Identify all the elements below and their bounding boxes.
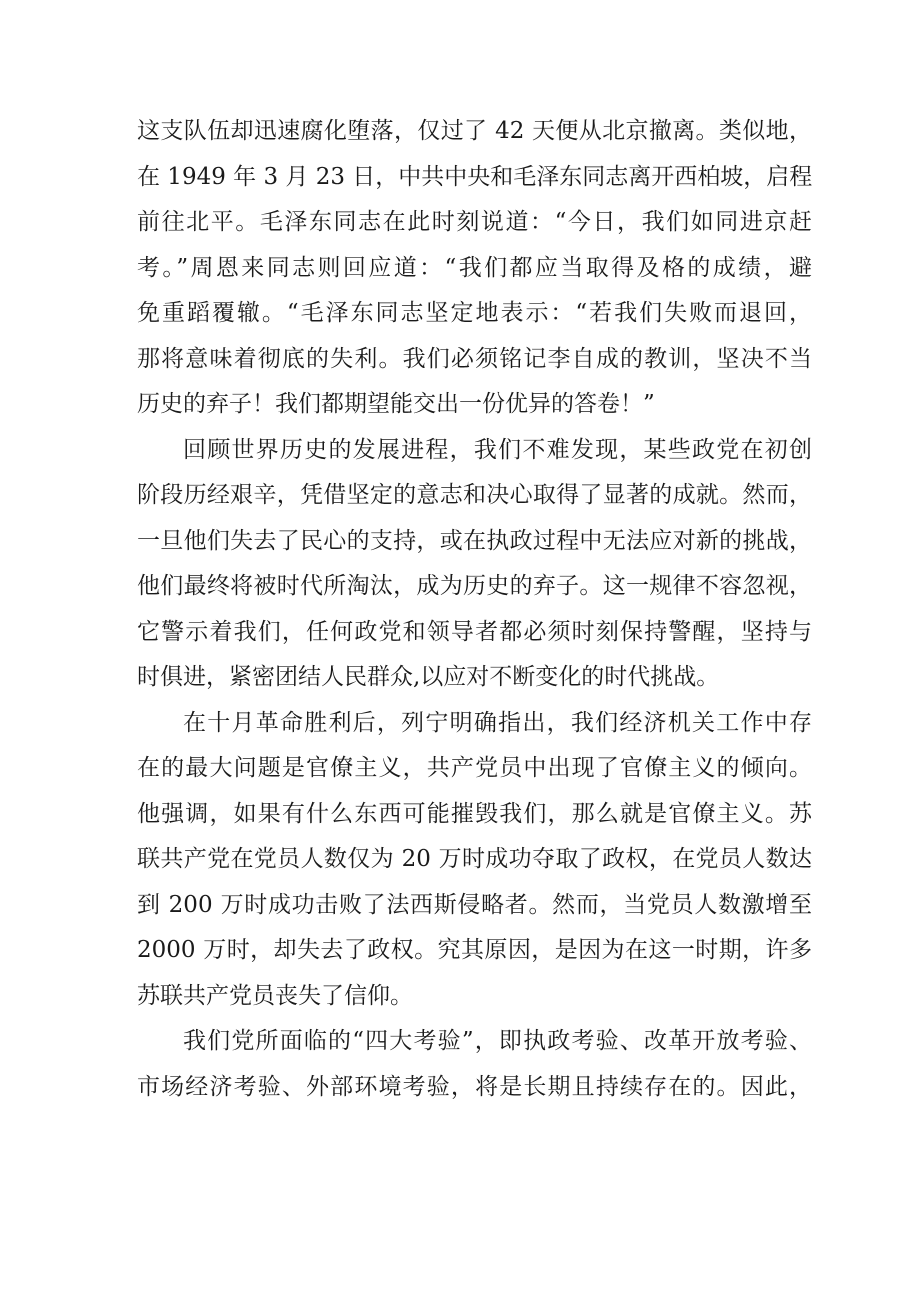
text-line: 阶段历经艰辛，凭借坚定的意志和决心取得了显著的成就。然而， [137,482,812,508]
text-line: 历史的弃子！我们都期望能交出一份优异的答卷！” [137,391,655,417]
text-line: 到 200 万时成功击败了法西斯侵略者。然而，当党员人数激增至 [137,891,812,918]
text-line: 我们党所面临的“四大考验”，即执政考验、改革开放考验、 [183,1028,812,1054]
text-line: 考。”周恩来同志则回应道：“我们都应当取得及格的成绩，避 [137,254,812,281]
paragraph-2 [137,428,812,701]
text-line: 在的最大问题是官僚主义，共产党员中出现了官僚主义的倾向。 [137,755,812,781]
text-line: 前往北平。毛泽东同志在此时刻说道：“今日，我们如同进京赶 [137,209,812,235]
paragraph-4 [137,1019,812,1110]
text-line: 它警示着我们，任何政党和领导者都必须时刻保持警醒，坚持与 [137,618,812,645]
paragraph-1 [137,109,812,428]
text-line: 免重蹈覆辙。“毛泽东同志坚定地表示：“若我们失败而退回， [137,300,812,326]
text-line: 回顾世界历史的发展进程，我们不难发现，某些政党在初创 [183,436,812,463]
document-body [137,109,812,1110]
text-line: 那将意味着彻底的失利。我们必须铭记李自成的教训，坚决不当 [137,345,812,372]
text-line: 他们最终将被时代所淘汰，成为历史的弃子。这一规律不容忽视， [137,573,812,599]
text-line: 在十月革命胜利后，列宁明确指出，我们经济机关工作中存 [183,709,812,736]
text-line: 时俱进，紧密团结人民群众,以应对不断变化的时代挑战。 [137,664,720,690]
text-line: 联共产党在党员人数仅为 20 万时成功夺取了政权，在党员人数达 [137,846,812,872]
paragraph-3 [137,701,812,1020]
text-line: 在 1949 年 3 月 23 日，中共中央和毛泽东同志离开西柏坡，启程 [137,163,813,190]
text-line: 这支队伍却迅速腐化堕落，仅过了 42 天便从北京撤离。类似地， [137,118,812,144]
text-line: 一旦他们失去了民心的支持，或在执政过程中无法应对新的挑战， [137,527,812,554]
text-line: 市场经济考验、外部环境考验，将是长期且持续存在的。因此， [137,1073,812,1100]
text-line: 苏联共产党员丧失了信仰。 [137,982,413,1009]
text-line: 他强调，如果有什么东西可能摧毁我们，那么就是官僚主义。苏 [137,800,812,827]
text-line: 2000 万时，却失去了政权。究其原因，是因为在这一时期，许多 [137,937,812,963]
